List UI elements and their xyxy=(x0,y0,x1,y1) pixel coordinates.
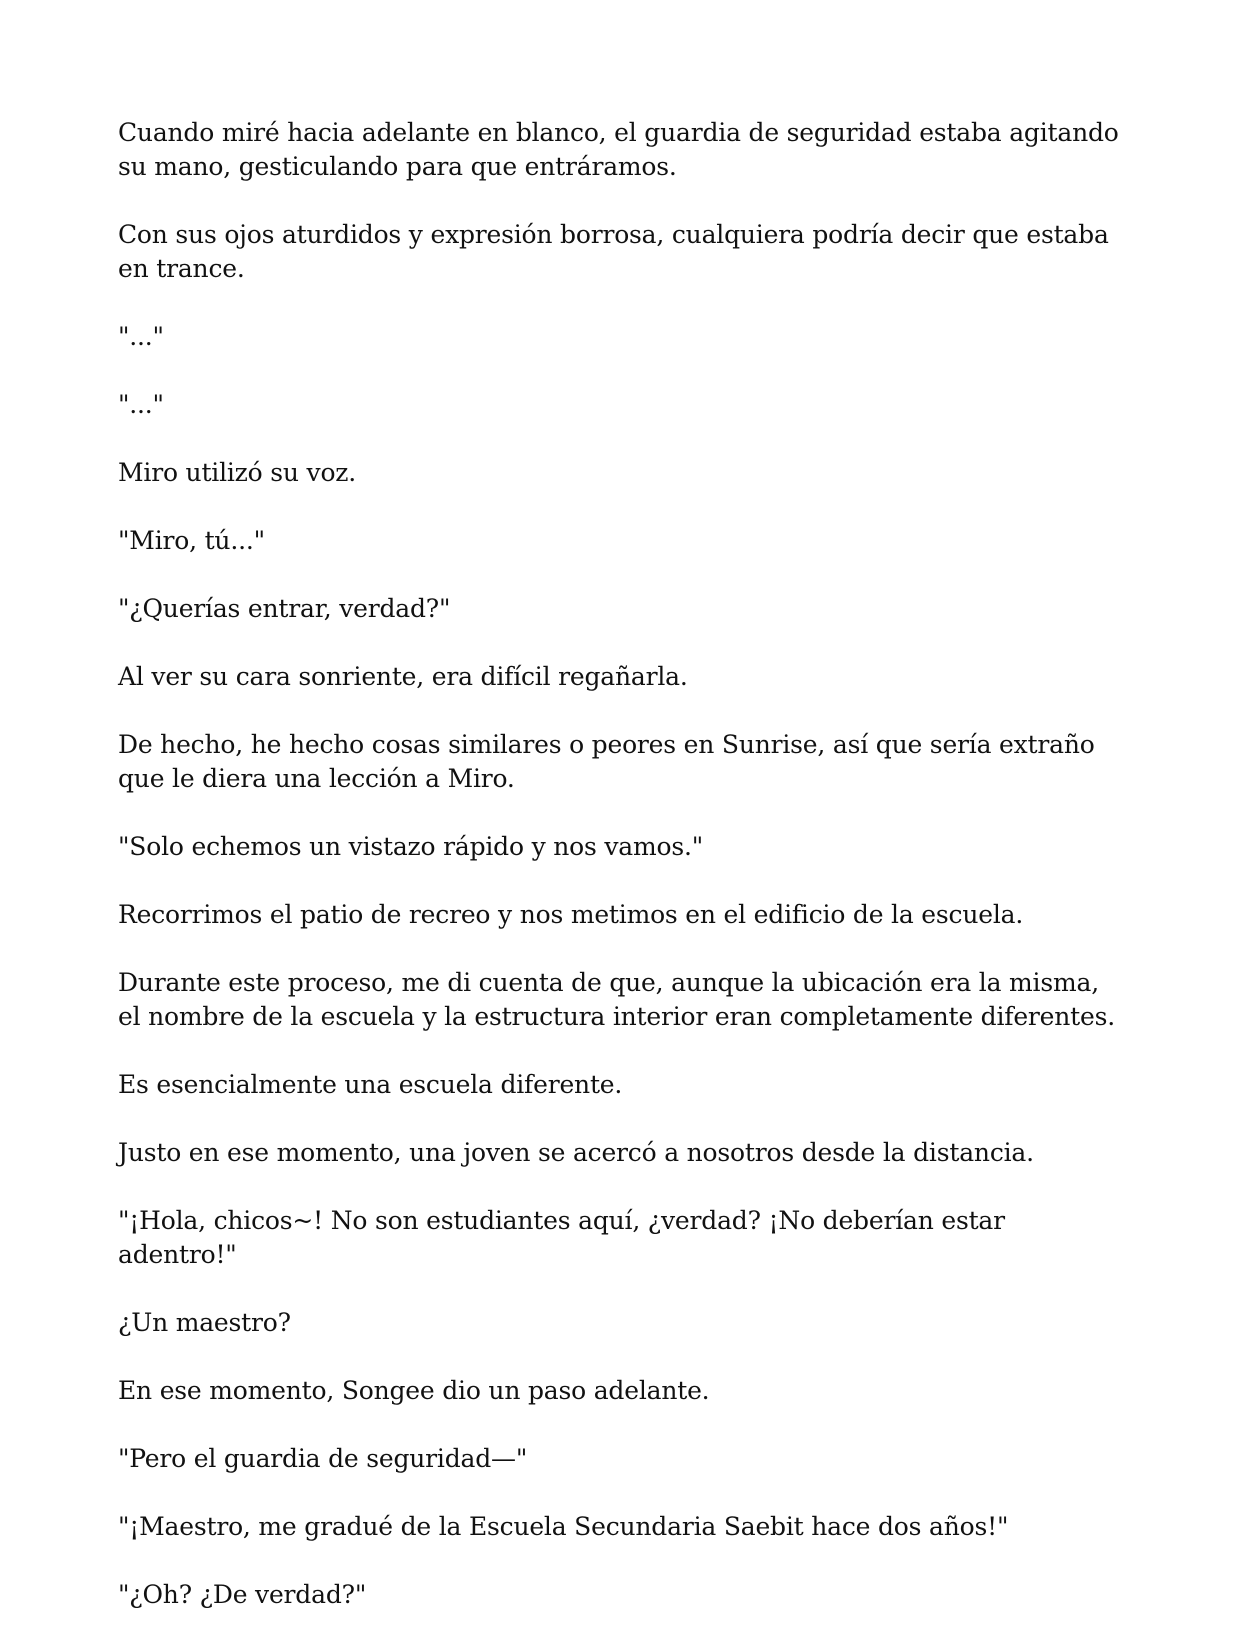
document-body xyxy=(118,116,1128,1646)
paragraph: Durante este proceso, me di cuenta de que, aunque la ubicación era la misma, el nombre de la escuela y la estructura interior eran completamente diferentes. xyxy=(118,968,1115,1031)
paragraph: "¿Querías entrar, verdad?" xyxy=(118,594,451,623)
paragraph: ¿Un maestro? xyxy=(118,1308,291,1337)
paragraph: "Miro, tú..." xyxy=(118,526,265,555)
paragraph: En ese momento, Songee dio un paso adelante. xyxy=(118,1376,710,1405)
paragraph: Cuando miré hacia adelante en blanco, el guardia de seguridad estaba agitando su mano, gesticulando para que entráramos. xyxy=(118,118,1119,181)
paragraph: "Pero el guardia de seguridad—" xyxy=(118,1444,528,1473)
paragraph: De hecho, he hecho cosas similares o peores en Sunrise, así que sería extraño que le diera una lección a Miro. xyxy=(118,730,1095,793)
paragraph: "Solo echemos un vistazo rápido y nos vamos." xyxy=(118,832,704,861)
paragraph: Es esencialmente una escuela diferente. xyxy=(118,1070,623,1099)
paragraph: Recorrimos el patio de recreo y nos metimos en el edificio de la escuela. xyxy=(118,900,1024,929)
paragraph: Con sus ojos aturdidos y expresión borrosa, cualquiera podría decir que estaba en trance. xyxy=(118,220,1109,283)
paragraph: Justo en ese momento, una joven se acercó a nosotros desde la distancia. xyxy=(118,1138,1034,1167)
paragraph: "..." xyxy=(118,390,164,419)
paragraph: Al ver su cara sonriente, era difícil regañarla. xyxy=(118,662,688,691)
paragraph: "¡Hola, chicos~! No son estudiantes aquí, ¿verdad? ¡No deberían estar adentro!" xyxy=(118,1206,1005,1269)
paragraph: Miro utilizó su voz. xyxy=(118,458,357,487)
paragraph: "..." xyxy=(118,322,164,351)
paragraph: "¡Maestro, me gradué de la Escuela Secundaria Saebit hace dos años!" xyxy=(118,1512,1009,1541)
paragraph: "¿Oh? ¿De verdad?" xyxy=(118,1580,367,1609)
